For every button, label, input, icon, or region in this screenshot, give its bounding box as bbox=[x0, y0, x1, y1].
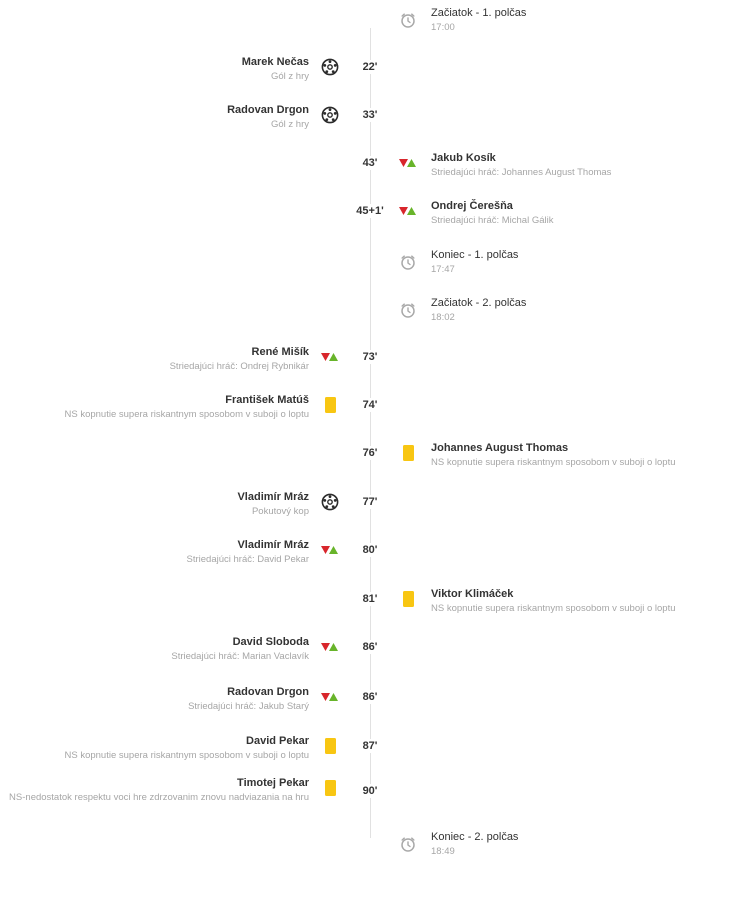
clock-icon bbox=[398, 834, 418, 854]
event-description: Striedajúci hráč: Ondrej Rybnikár bbox=[169, 361, 309, 372]
player-name: Marek Nečas bbox=[241, 56, 309, 68]
event-details bbox=[0, 490, 309, 518]
substitution-icon bbox=[320, 540, 340, 560]
event-minute: 43' bbox=[350, 156, 390, 170]
period-status-time: 18:02 bbox=[431, 312, 455, 323]
event-details bbox=[0, 393, 309, 421]
player-name: Johannes August Thomas bbox=[431, 442, 569, 454]
event-description: Striedajúci hráč: Johannes August Thomas bbox=[431, 167, 612, 178]
event-description: Striedajúci hráč: Marian Vaclavík bbox=[171, 651, 309, 662]
event-description: Striedajúci hráč: Jakub Starý bbox=[188, 701, 309, 712]
event-description: NS kopnutie supera riskantnym sposobom v suboji o loptu bbox=[64, 409, 309, 420]
period-status-title: Začiatok - 1. polčas bbox=[431, 7, 527, 19]
event-details bbox=[431, 6, 731, 34]
event-description: Striedajúci hráč: Michal Gálik bbox=[431, 215, 554, 226]
event-description: NS kopnutie supera riskantnym sposobom v suboji o loptu bbox=[64, 750, 309, 761]
substitution-icon bbox=[398, 201, 418, 221]
player-name: David Pekar bbox=[246, 735, 309, 747]
substitution-icon bbox=[320, 687, 340, 707]
player-name: Ondrej Čerešňa bbox=[431, 200, 513, 212]
event-minute: 73' bbox=[350, 350, 390, 364]
event-description: NS kopnutie supera riskantnym sposobom v suboji o loptu bbox=[431, 457, 676, 468]
event-minute: 86' bbox=[350, 690, 390, 704]
event-details bbox=[431, 587, 731, 615]
yellow-card-icon bbox=[320, 736, 340, 756]
event-details bbox=[0, 734, 309, 762]
yellow-card-icon bbox=[398, 589, 418, 609]
event-details bbox=[0, 55, 309, 83]
clock-icon bbox=[398, 252, 418, 272]
player-name: Radovan Drgon bbox=[227, 104, 309, 116]
period-status-title: Koniec - 1. polčas bbox=[431, 249, 519, 261]
player-name: René Mišík bbox=[251, 346, 309, 358]
event-description: NS-nedostatok respektu voci hre zdrzovanim znovu nadviazania na hru bbox=[9, 792, 309, 803]
event-minute: 22' bbox=[350, 60, 390, 74]
event-details bbox=[0, 776, 309, 804]
clock-icon bbox=[398, 300, 418, 320]
substitution-icon bbox=[398, 153, 418, 173]
event-minute: 81' bbox=[350, 592, 390, 606]
event-minute: 76' bbox=[350, 446, 390, 460]
event-details bbox=[431, 830, 731, 858]
event-minute: 45+1' bbox=[350, 204, 390, 218]
yellow-card-icon bbox=[398, 443, 418, 463]
period-status-time: 17:47 bbox=[431, 264, 455, 275]
event-details bbox=[431, 248, 731, 276]
period-status-title: Koniec - 2. polčas bbox=[431, 831, 519, 843]
event-minute: 90' bbox=[350, 784, 390, 798]
event-minute: 86' bbox=[350, 640, 390, 654]
player-name: Vladimír Mráz bbox=[237, 491, 309, 503]
event-description: Striedajúci hráč: David Pekar bbox=[186, 554, 309, 565]
event-minute: 77' bbox=[350, 495, 390, 509]
player-name: Jakub Kosík bbox=[431, 152, 496, 164]
soccer-ball-icon bbox=[320, 57, 340, 77]
clock-icon bbox=[398, 10, 418, 30]
event-description: NS kopnutie supera riskantnym sposobom v suboji o loptu bbox=[431, 603, 676, 614]
event-details bbox=[0, 538, 309, 566]
timeline-line bbox=[370, 28, 371, 838]
event-details bbox=[0, 685, 309, 713]
substitution-icon bbox=[320, 347, 340, 367]
substitution-icon bbox=[320, 637, 340, 657]
yellow-card-icon bbox=[320, 778, 340, 798]
player-name: Radovan Drgon bbox=[227, 686, 309, 698]
event-minute: 80' bbox=[350, 543, 390, 557]
player-name: Timotej Pekar bbox=[237, 777, 309, 789]
soccer-ball-icon bbox=[320, 492, 340, 512]
event-minute: 74' bbox=[350, 398, 390, 412]
event-details bbox=[0, 345, 309, 373]
period-status-title: Začiatok - 2. polčas bbox=[431, 297, 527, 309]
event-minute: 33' bbox=[350, 108, 390, 122]
event-minute: 87' bbox=[350, 739, 390, 753]
event-details bbox=[0, 635, 309, 663]
player-name: Vladimír Mráz bbox=[237, 539, 309, 551]
yellow-card-icon bbox=[320, 395, 340, 415]
period-status-time: 18:49 bbox=[431, 846, 455, 857]
event-description: Gól z hry bbox=[270, 71, 309, 82]
event-details bbox=[431, 441, 731, 469]
event-details bbox=[431, 151, 731, 179]
player-name: František Matúš bbox=[225, 394, 309, 406]
player-name: David Sloboda bbox=[232, 636, 309, 648]
event-details bbox=[431, 199, 731, 227]
event-details bbox=[0, 103, 309, 131]
player-name: Viktor Klimáček bbox=[431, 588, 514, 600]
period-status-time: 17:00 bbox=[431, 22, 455, 33]
event-details bbox=[431, 296, 731, 324]
event-description: Gól z hry bbox=[270, 119, 309, 130]
soccer-ball-icon bbox=[320, 105, 340, 125]
event-description: Pokutový kop bbox=[251, 506, 309, 517]
